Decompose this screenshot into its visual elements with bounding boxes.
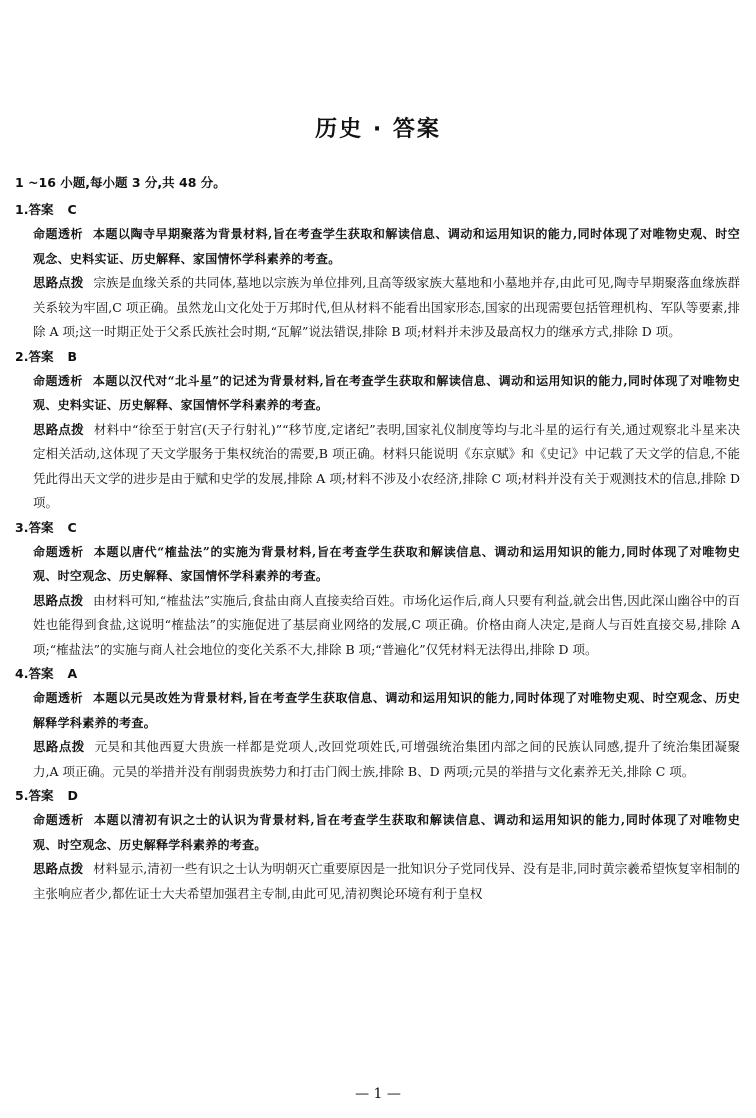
approach-label: 思路点拨: [33, 275, 84, 290]
analysis-label: 命题透析: [33, 544, 84, 559]
answer-label: 答案: [28, 348, 54, 364]
answer-label: 答案: [28, 666, 54, 681]
approach-paragraph: [15, 589, 740, 663]
analysis-paragraph: [15, 808, 740, 857]
approach-label: 思路点拨: [33, 592, 84, 608]
approach-text: 材料中“徐至于射宫(天子行射礼)”“移节度,定诸纪”表明,国家礼仪制度等均与北斗星的运行有关,通过观察北斗星来决定相关活动,这体现了天文学服务于集权统治的需要,B 项正确。材料只能说明《东京赋》和《史记》中记载了天文学的信息,不能凭此得出天文学的进步是由于赋和史学的发展,排除 A 项;材料不涉及小农经济,排除 C 项;材料并没有关于观测技术的信息,排除 D 项。: [33, 421, 740, 510]
analysis-text: 本题以陶寺早期聚落为背景材料,旨在考查学生获取和解读信息、调动和运用知识的能力,同时体现了对唯物史观、时空观念、史料实证、历史解释、家国情怀学科素养的考查。: [33, 227, 740, 266]
approach-text: 由材料可知,“榷盐法”实施后,食盐由商人直接卖给百姓。市场化运作后,商人只要有利益,就会出售,因此深山幽谷中的百姓也能得到食盐,这说明“榷盐法”的实施促进了基层商业网络的发展,C 项正确。价格由商人决定,是商人与百姓直接交易,排除 A 项;“榷盐法”的实施与商人社会地位的变化关系不大,排除 B 项;“普遍化”仅凭材料无法得出,排除 D 项。: [33, 592, 740, 657]
question-header: [15, 198, 740, 222]
approach-text: 宗族是血缘关系的共同体,墓地以宗族为单位排列,且高等级家族大墓地和小墓地并存,由此可见,陶寺早期聚落血缘族群关系较为牢固,C 项正确。虽然龙山文化处于万邦时代,但从材料不能看出国家形态,国家的出现需要包括管理机构、军队等要素,排除 A 项;这一时期正处于父系氏族社会时期,“瓦解”说法错误,排除 B 项;材料并未涉及最高权力的继承方式,排除 D 项。: [33, 275, 740, 339]
page-number: — 1 —: [355, 1086, 401, 1102]
answer-list: [15, 198, 740, 906]
analysis-paragraph: [15, 369, 740, 418]
approach-paragraph: [15, 735, 740, 784]
question-block: [15, 662, 740, 784]
question-block: [15, 345, 740, 516]
question-header: [15, 516, 740, 540]
question-number: 2.: [15, 348, 29, 364]
approach-paragraph: [15, 418, 740, 516]
analysis-label: 命题透析: [33, 813, 84, 827]
approach-paragraph: [15, 857, 740, 906]
approach-label: 思路点拨: [33, 739, 85, 754]
answer-label: 答案: [28, 788, 54, 803]
approach-label: 思路点拨: [33, 861, 84, 876]
analysis-text: 本题以元昊改姓为背景材料,旨在考查学生获取信息、调动和运用知识的能力,同时体现了对唯物史观、时空观念、历史解释学科素养的考查。: [33, 691, 740, 730]
question-number: 5.: [15, 788, 29, 803]
answer-label: 答案: [28, 519, 54, 535]
analysis-paragraph: [15, 686, 740, 735]
question-block: [15, 198, 740, 345]
analysis-text: 本题以唐代“榷盐法”的实施为背景材料,旨在考查学生获取和解读信息、调动和运用知识的能力,同时体现了对唯物史观、时空观念、历史解释、家国情怀学科素养的考查。: [33, 544, 740, 583]
page-title: 历史 · 答案: [315, 117, 441, 142]
answer-label: 答案: [28, 202, 54, 217]
question-header: [15, 345, 740, 369]
answer-value: C: [67, 202, 77, 217]
answer-value: B: [67, 348, 77, 364]
analysis-label: 命题透析: [33, 691, 84, 705]
answer-value: D: [67, 788, 78, 803]
question-header: [15, 662, 740, 686]
analysis-label: 命题透析: [33, 227, 84, 241]
question-block: [15, 784, 740, 906]
question-number: 3.: [15, 519, 29, 535]
analysis-paragraph: [15, 540, 740, 589]
question-block: [15, 516, 740, 663]
approach-paragraph: [15, 271, 740, 345]
analysis-paragraph: [15, 222, 740, 271]
analysis-text: 本题以汉代对“北斗星”的记述为背景材料,旨在考查学生获取和解读信息、调动和运用知识的能力,同时体现了对唯物史观、史料实证、历史解释、家国情怀学科素养的考查。: [33, 373, 740, 412]
answer-value: C: [67, 519, 77, 535]
analysis-label: 命题透析: [33, 373, 83, 388]
question-number: 4.: [15, 666, 29, 681]
question-number: 1.: [15, 202, 29, 217]
question-header: [15, 784, 740, 808]
section-intro: 1 ~16 小题,每小题 3 分,共 48 分。: [15, 175, 226, 190]
approach-text: 元昊和其他西夏大贵族一样都是党项人,改回党项姓氏,可增强统治集团内部之间的民族认同感,提升了统治集团凝聚力,A 项正确。元昊的举措并没有削弱贵族势力和打击门阀士族,排除 B、D 两项;元昊的举措与文化素养无关,排除 C 项。: [33, 739, 740, 779]
analysis-text: 本题以清初有识之士的认识为背景材料,旨在考查学生获取和解读信息、调动和运用知识的能力,同时体现了对唯物史观、时空观念、历史解释学科素养的考查。: [33, 813, 740, 852]
approach-label: 思路点拨: [33, 421, 84, 437]
approach-text: 材料显示,清初一些有识之士认为明朝灭亡重要原因是一批知识分子党同伐异、没有是非,同时黄宗羲希望恢复宰相制的主张响应者少,都佐证士大夫希望加强君主专制,由此可见,清初舆论环境有利于皇权: [33, 861, 740, 901]
answer-value: A: [67, 666, 78, 681]
